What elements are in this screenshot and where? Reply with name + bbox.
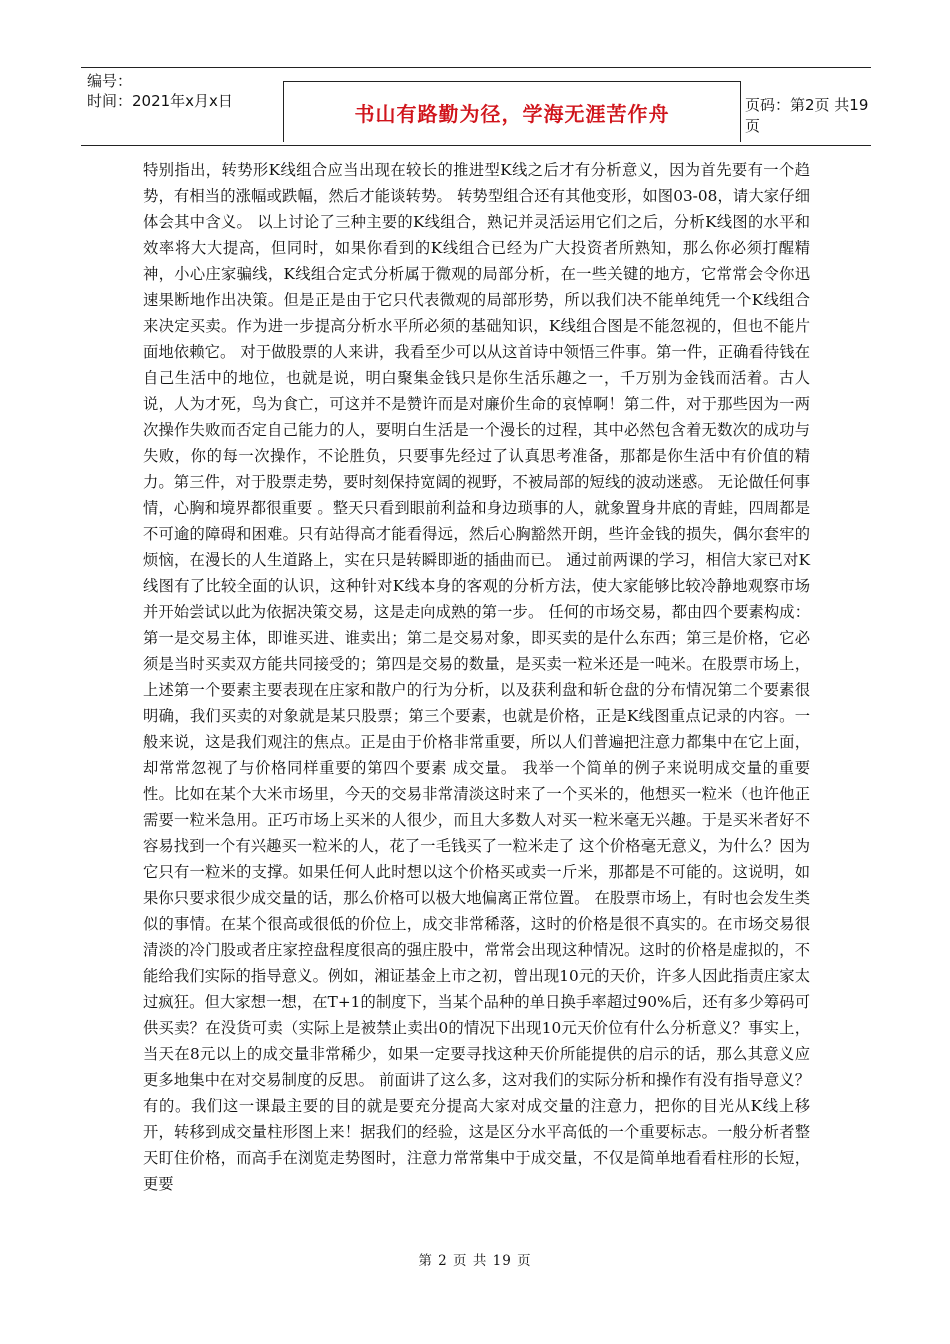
document-time: 时间：2021年x月x日	[87, 92, 233, 110]
header-motto: 书山有路勤为径，学海无涯苦作舟	[354, 101, 670, 126]
body-paragraph: 特别指出，转势形K线组合应当出现在较长的推进型K线之后才有分析意义，因为首先要有一个趋势，有相当的涨幅或跌幅，然后才能谈转势。 转势型组合还有其他变形，如图03-08，请大家仔细体会其中含义。 以上讨论了三种主要的K线组合，熟记并灵活运用它们之后，分析K线图的水平和效率将大大提高，但同时，如果你看到的K线组合已经为广大投资者所熟知，那么你必须打醒精神，小心庄家骗线，K线组合定式分析属于微观的局部分析，在一些关键的地方，它常常会令你迅速果断地作出决策。但是正是由于它只代表微观的局部形势，所以我们决不能单纯凭一个K线组合来决定买卖。作为进一步提高分析水平所必须的基础知识，K线组合图是不能忽视的，但也不能片面地依赖它。 对于做股票的人来讲，我看至少可以从这首诗中领悟三件事。第一件，正确看待钱在自己生活中的地位，也就是说，明白聚集金钱只是你生活乐趣之一，千万别为金钱而活着。古人说，人为才死，鸟为食亡，可这并不是赞许而是对廉价生命的哀悼啊！第二件，对于那些因为一两次操作失败而否定自己能力的人，要明白生活是一个漫长的过程，其中必然包含着无数次的成功与失败，你的每一次操作，不论胜负，只要事先经过了认真思考准备，那都是你生活中有价值的精力。第三件，对于股票走势，要时刻保持宽阔的视野，不被局部的短线的波动迷惑。 无论做任何事情，心胸和境界都很重要 。整天只看到眼前利益和身边琐事的人，就象置身井底的青蛙，四周都是不可逾的障碍和困难。只有站得高才能看得远，然后心胸豁然开朗，些许金钱的损失，偶尔套牢的烦恼，在漫长的人生道路上，实在只是转瞬即逝的插曲而已。 通过前两课的学习，相信大家已对K线图有了比较全面的认识，这种针对K线本身的客观的分析方法，使大家能够比较冷静地观察市场并开始尝试以此为依据决策交易，这是走向成熟的第一步。 任何的市场交易，都由四个要素构成：第一是交易主体，即谁买进、谁卖出；第二是交易对象，即买卖的是什么东西；第三是价格，它必须是当时买卖双方能共同接受的；第四是交易的数量，是买卖一粒米还是一吨米。在股票市场上，上述第一个要素主要表现在庄家和散户的行为分析，以及获利盘和斩仓盘的分布情况第二个要素很明确，我们买卖的对象就是某只股票；第三个要素，也就是价格，正是K线图重点记录的内容。一般来说，这是我们观注的焦点。正是由于价格非常重要，所以人们普遍把注意力都集中在它上面，却常常忽视了与价格同样重要的第四个要素 成交量。 我举一个简单的例子来说明成交量的重要性。比如在某个大米市场里，今天的交易非常清淡这时来了一个买米的，他想买一粒米（也许他正需要一粒米急用。正巧市场上买米的人很少，而且大多数人对买一粒米毫无兴趣。于是买米者好不容易找到一个有兴趣买一粒米的人，花了一毛钱买了一粒米走了 这个价格毫无意义，为什么？因为它只有一粒米的支撑。如果任何人此时想以这个价格买或卖一斤米，那都是不可能的。这说明，如果你只要求很少成交量的话，那么价格可以极大地偏离正常位置。 在股票市场上，有时也会发生类似的事情。在某个很高或很低的价位上，成交非常稀落，这时的价格是很不真实的。在市场交易很清淡的冷门股或者庄家控盘程度很高的强庄股中，常常会出现这种情况。这时的价格是虚拟的，不能给我们实际的指导意义。例如，湘证基金上市之初，曾出现10元的天价，许多人因此指责庄家太过疯狂。但大家想一想，在T+1的制度下，当某个品种的单日换手率超过90%后，还有多少筹码可供买卖？在没货可卖（实际上是被禁止卖出0的情况下出现10元天价位有什么分析意义？事实上，当天在8元以上的成交量非常稀少，如果一定要寻找这种天价所能提供的启示的话，那么其意义应更多地集中在对交易制度的反思。 前面讲了这么多，这对我们的实际分析和操作有没有指导意义？有的。我们这一课最主要的目的就是要充分提高大家对成交量的注意力，把你的目光从K线上移开，转移到成交量柱形图上来！据我们的经验，这是区分水平高低的一个重要标志。一般分析者整天盯住价格，而高手在浏览走势图时，注意力常常集中于成交量，不仅是简单地看看柱形的长短，更要	[143, 161, 810, 1193]
header-meta	[87, 72, 277, 111]
header-page-number: 页码：第2页 共19页	[745, 96, 869, 135]
page-header	[81, 67, 871, 146]
page-footer: 第 2 页 共 19 页	[418, 1253, 532, 1269]
motto-box	[283, 81, 741, 142]
document-number: 编号：	[87, 72, 133, 90]
